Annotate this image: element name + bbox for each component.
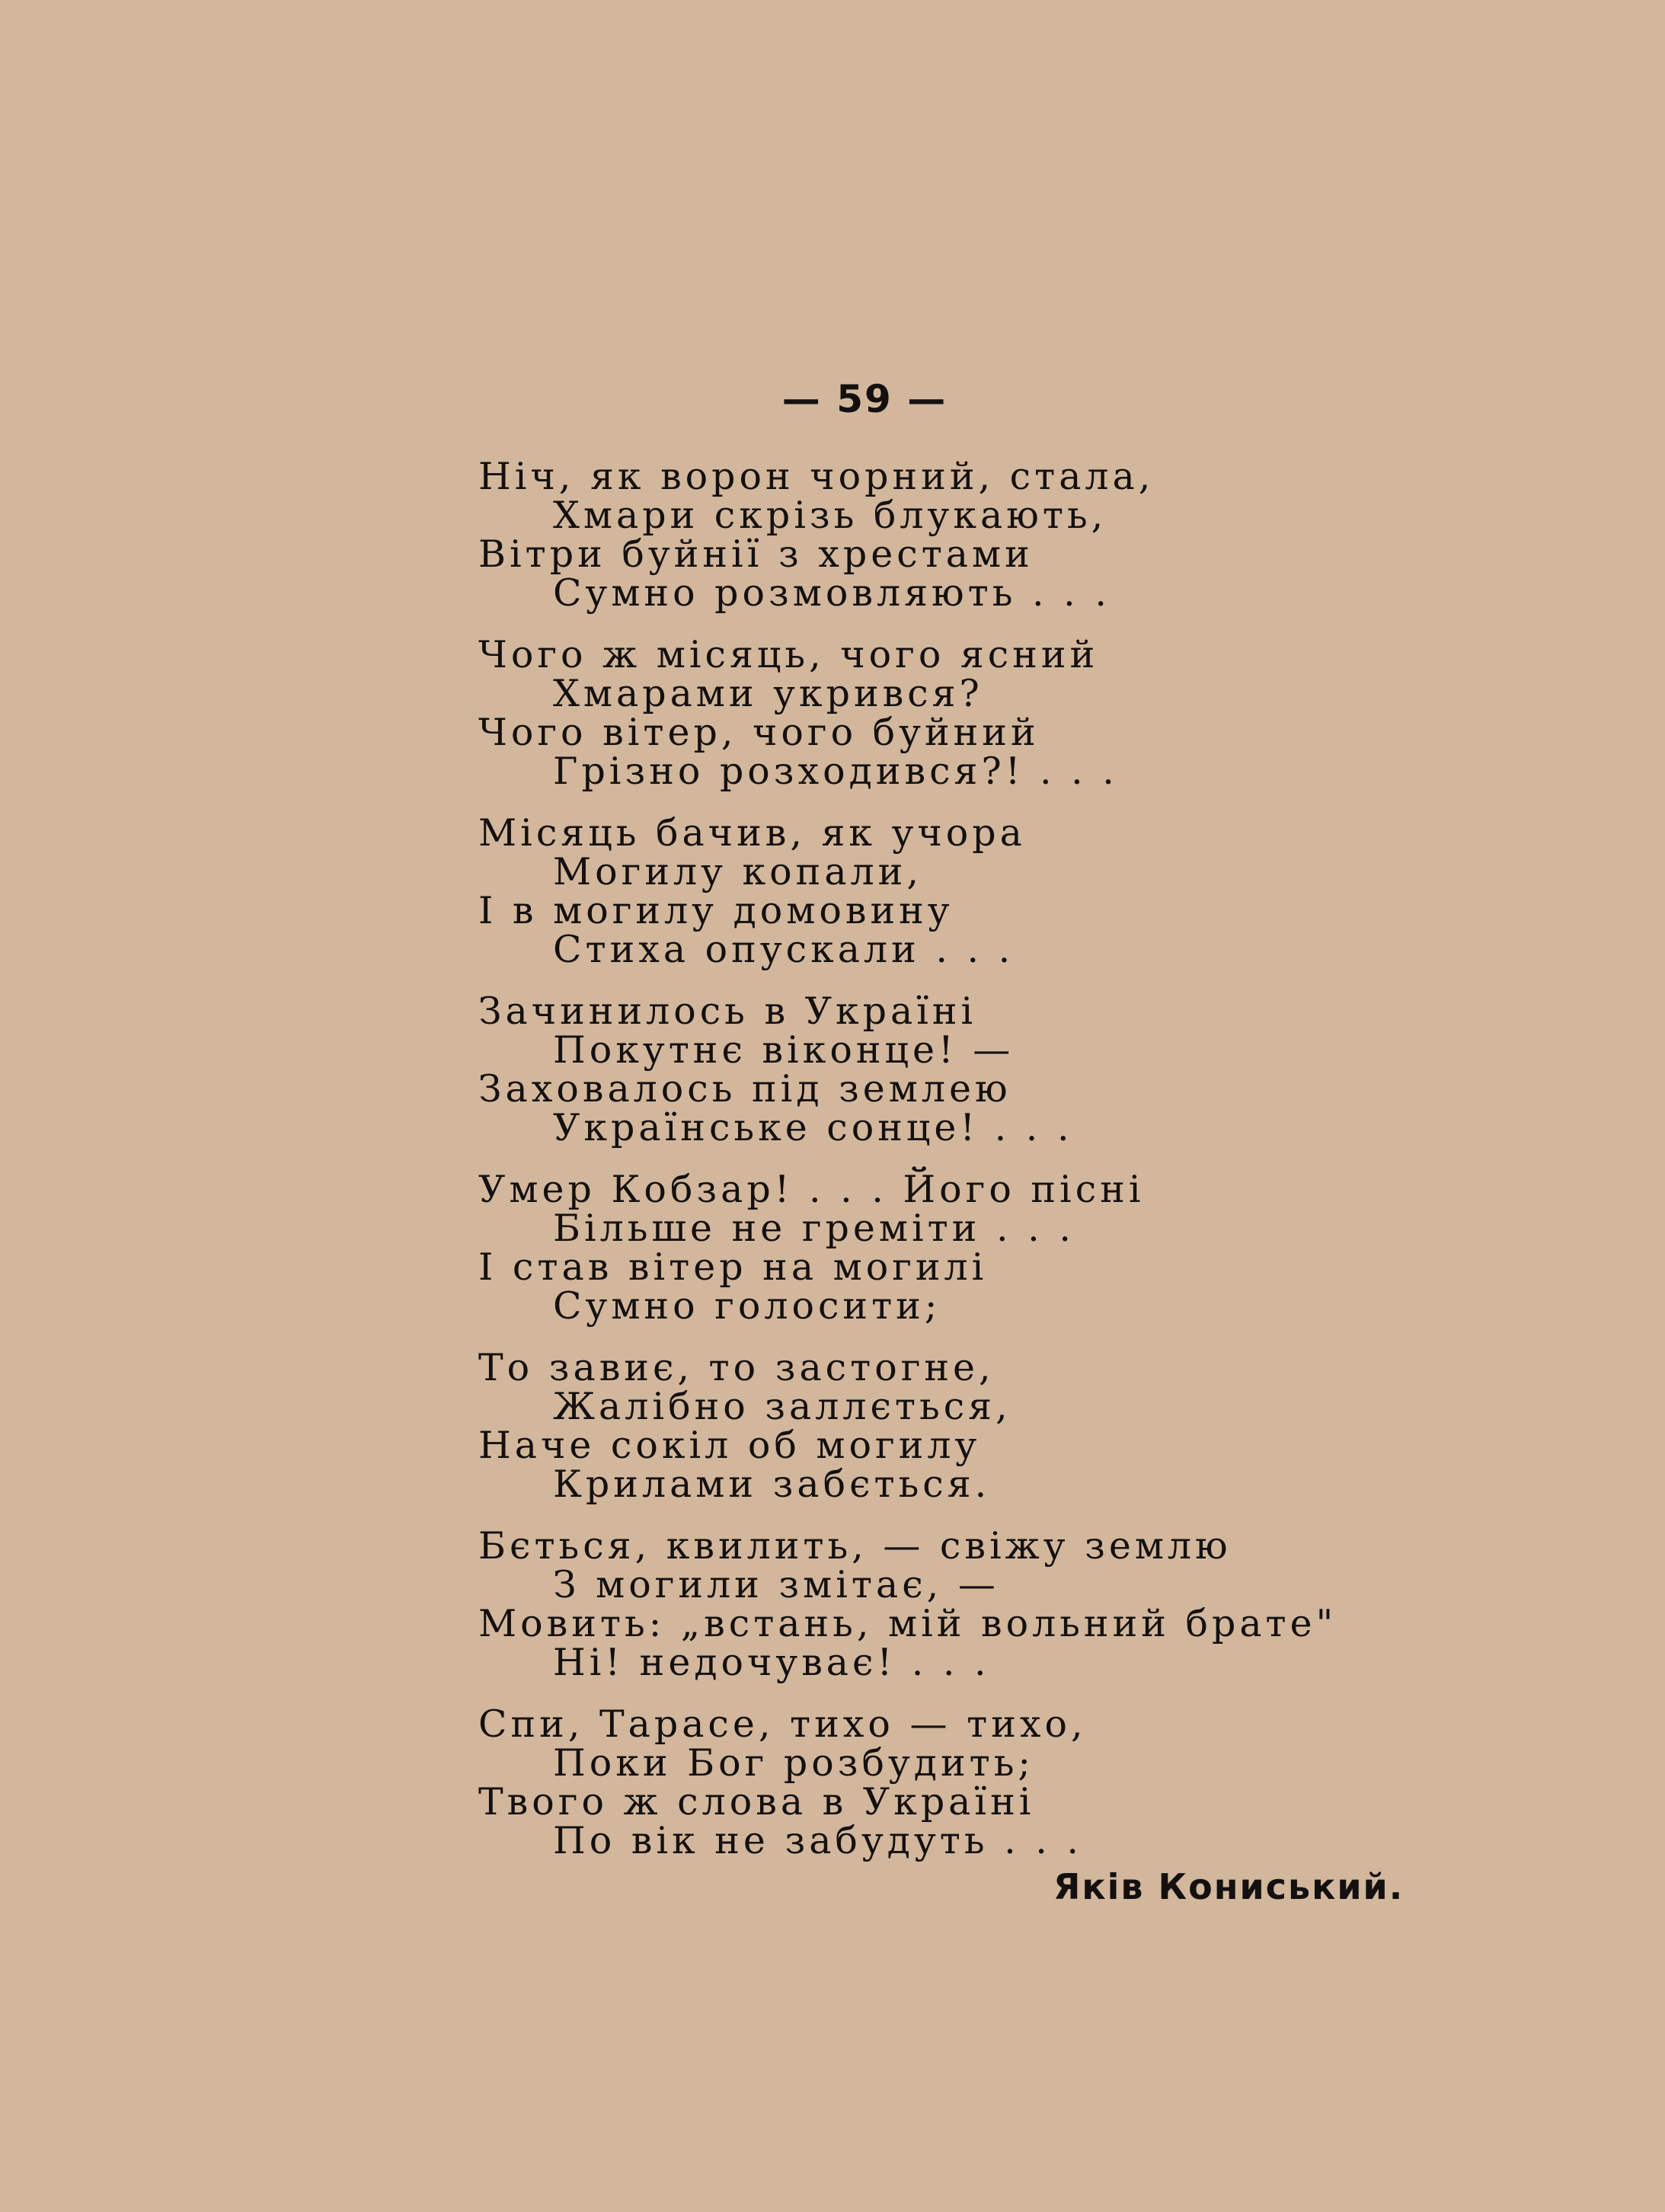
poem-line: Грізно розходився?! . . . <box>553 750 1118 793</box>
stanza <box>478 1526 1545 1682</box>
stanza <box>478 1348 1545 1504</box>
poem-line: Заховалось під землею <box>478 1067 1011 1111</box>
poem-line: Хмарами укрився? <box>553 672 983 715</box>
page-number: — 59 — <box>781 377 948 421</box>
poem-line: Спи, Тарасе, тихо — тихо, <box>478 1702 1087 1746</box>
poem-line: То завиє, то застогне, <box>478 1346 995 1389</box>
poem-line: Місяць бачив, як учора <box>478 811 1026 855</box>
poem-line: Ніч, як ворон чорний, стала, <box>478 455 1155 498</box>
poem <box>478 457 1545 1883</box>
stanza <box>478 1168 1545 1328</box>
poem-line: Покутнє віконце! — <box>553 1028 1015 1072</box>
poem-line: І став вітер на могилі <box>478 1245 988 1289</box>
stanza <box>478 1702 1545 1862</box>
stanza <box>478 455 1545 615</box>
poem-line: Зачинилось в Україні <box>478 989 977 1033</box>
poem-line: Більше не греміти . . . <box>553 1207 1075 1250</box>
poem-line: Твого ж слова в Україні <box>478 1780 1035 1824</box>
poem-line: По вік не забудуть . . . <box>553 1819 1083 1862</box>
poem-line: Хмари скрізь блукають, <box>553 494 1107 537</box>
stanza <box>478 635 1545 791</box>
author-signature: Яків Кониський. <box>1053 1866 1405 1907</box>
poem-line: Ні! недочуває! . . . <box>553 1641 990 1684</box>
poem-line: Крилами забється. <box>553 1462 991 1506</box>
poem-line: Стиха опускали . . . <box>553 928 1015 971</box>
poem-line: Вітри буйнії з хрестами <box>478 532 1034 576</box>
poem-line: Чого вітер, чого буйний <box>478 711 1040 754</box>
poem-line: Сумно розмовляють . . . <box>553 571 1111 615</box>
poem-line: Наче сокіл об могилу <box>478 1424 981 1467</box>
poem-line: Умер Кобзар! . . . Його пісні <box>478 1168 1145 1211</box>
poem-line: І в могилу домовину <box>478 889 954 932</box>
poem-line: Чого ж місяць, чого ясний <box>478 633 1099 676</box>
poem-line: Могилу копали, <box>553 850 922 893</box>
poem-line: З могили змітає, — <box>553 1563 999 1606</box>
poem-line: Українське сонце! . . . <box>553 1106 1073 1149</box>
poem-line: Поки Бог розбудить; <box>553 1741 1034 1785</box>
poem-line: Сумно голосити; <box>553 1284 941 1328</box>
stanza <box>478 811 1545 971</box>
poem-line: Жалібно заллється, <box>553 1385 1011 1428</box>
poem-line: Бється, квилить, — свіжу землю <box>478 1524 1232 1568</box>
poem-line: Мовить: „встань, мій вольний брате" <box>478 1602 1337 1645</box>
stanza <box>478 989 1545 1149</box>
